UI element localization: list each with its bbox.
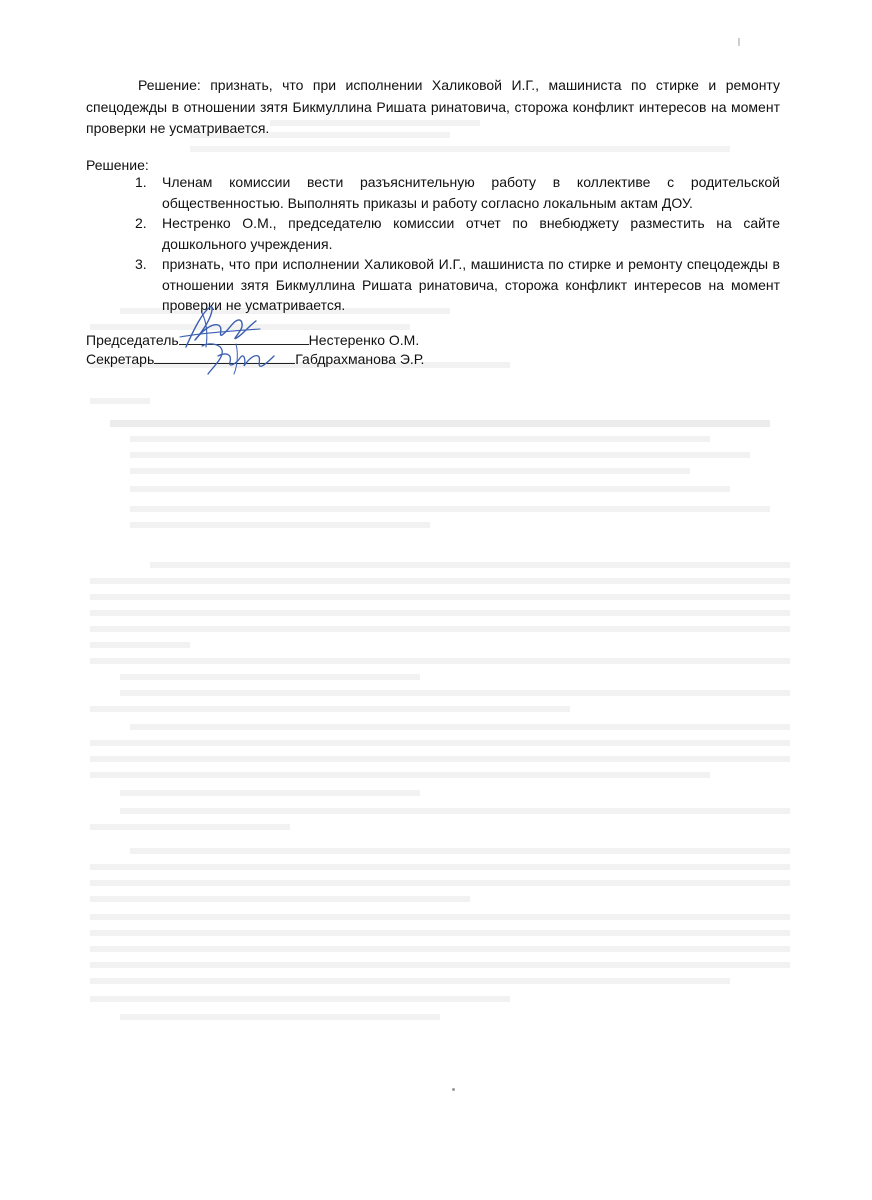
chair-signature-row xyxy=(86,330,419,348)
signature-line xyxy=(154,349,295,364)
signature-line xyxy=(179,330,309,345)
list-number: 3. xyxy=(135,256,147,272)
secretary-label: Секретарь xyxy=(86,351,155,367)
decision-heading: Решение: xyxy=(86,157,149,173)
list-item-text: Нестренко О.М., председателю комиссии отчет по внебюджету разместить на сайте дошкольного учреждения. xyxy=(162,215,780,252)
secretary-signature-row xyxy=(86,349,424,367)
decision-paragraph: Решение: признать, что при исполнении Халиковой И.Г., машиниста по стирке и ремонту спецодежды в отношении зятя Бикмуллина Ришата ринатовича, сторожа конфликт интересов на момент проверки не усматривается. xyxy=(86,77,780,137)
decision-list xyxy=(135,172,780,316)
list-item xyxy=(135,213,780,254)
list-item xyxy=(135,172,780,213)
secretary-name: Габдрахманова Э.Р. xyxy=(295,351,425,367)
scan-mark xyxy=(738,38,740,46)
list-item-text: Членам комиссии вести разъяснительную работу в коллективе с родительской общественностью. Выполнять приказы и работу согласно локальным актам ДОУ. xyxy=(162,174,780,211)
list-item-text: признать, что при исполнении Халиковой И.Г., машиниста по стирке и ремонту спецодежды в отношении зятя Бикмуллина Ришата ринатовича, сторожа конфликт интересов на момент проверки не усматривается. xyxy=(162,256,780,313)
list-number: 2. xyxy=(135,215,147,231)
list-number: 1. xyxy=(135,174,147,190)
scan-speck xyxy=(452,1088,455,1091)
bleed-through-text xyxy=(90,300,790,1097)
list-item xyxy=(135,254,780,316)
chair-name: Нестеренко О.М. xyxy=(308,332,420,348)
chair-label: Председатель xyxy=(86,332,179,348)
